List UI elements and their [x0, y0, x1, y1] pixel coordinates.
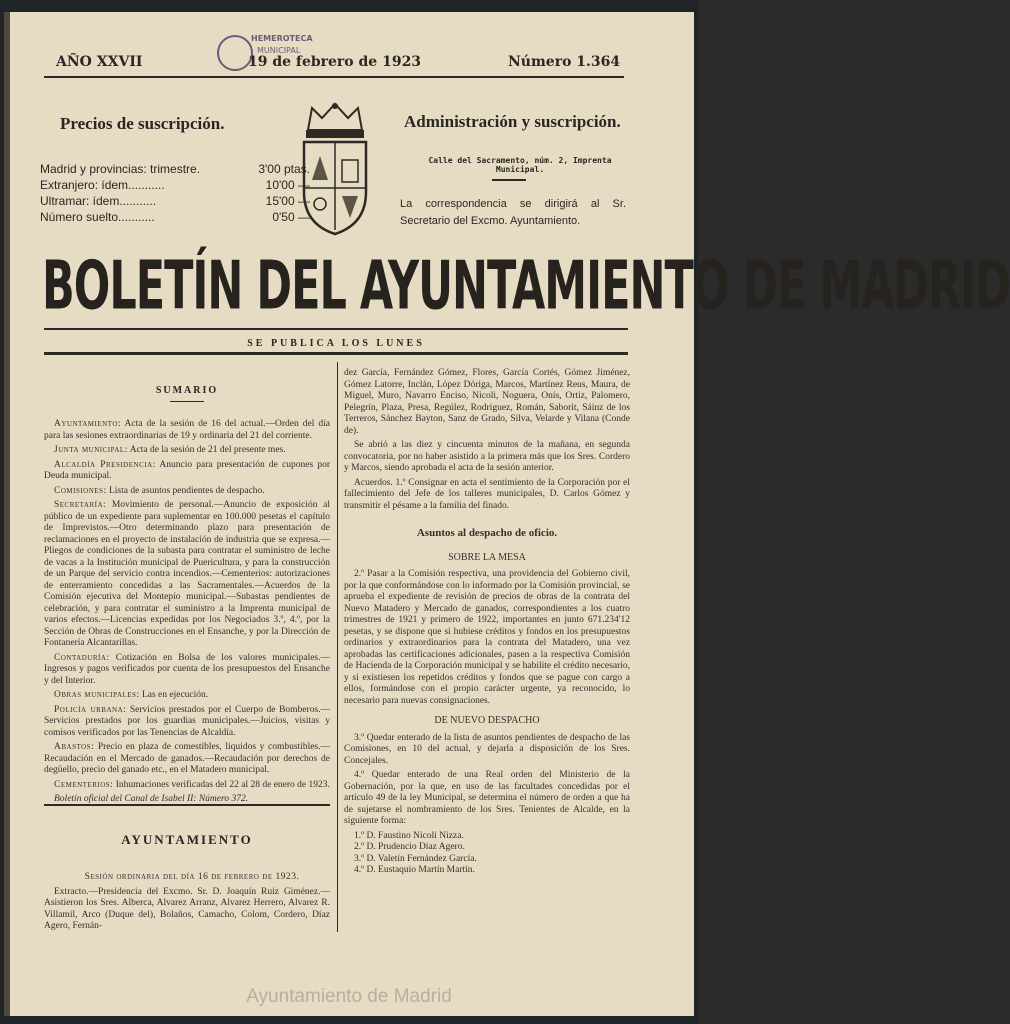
sumario-item: Secretaría: Movimiento de personal.—Anuncio de exposición al público de un expediente para suplementar en 100.000 pesetas el capítulo de Imprevistos.—Otro determinando plazo para presentación de reclamaciones en el proyecto de instalación de industria que se expresa.—Pliegos de condiciones de la subasta para contratar el suministro de leche de vacas a la Institución municipal de Puericultura, y para la construcción de un Parque del servicio contra incendios.—Cementerios: autorizaciones de enterramiento concedidas a las Sacramentales.—Acuerdos de la Comisión ejecutiva del Montepío municipal.—Subastas pendientes de celebración, y para contratar el suministro a la Imprenta municipal de varios efectos.—Licencias expedidas por los Negociados 3.º, 4.º, por la Sección de Obras de Construcciones en el Ensanche, y por la Dirección de Fontanería Alcantarillas.	[44, 500, 331, 648]
sumario-item: Abastos: Precio en plaza de comestibles, líquidos y combustibles.—Recaudación en el Mercado de ganados.—Recaudación por derechos de degüello, precio del ganado etc., en el Matadero municipal.	[44, 742, 331, 775]
stamp-line-1: HEMEROTECA	[251, 34, 313, 43]
admin-ornament	[492, 179, 526, 181]
price-value: 15'00 —	[265, 194, 310, 208]
deputy-mayor-list	[344, 831, 630, 877]
subscription-title: Precios de suscripción.	[60, 114, 225, 133]
section-subheading-nuevo: DE NUEVO DESPACHO	[434, 715, 540, 726]
sumario-item: Ayuntamiento: Acta de la sesión de 16 del actual.—Orden del día para las sesiones extraordinarias de 19 y ordinaria del 21 del corriente.	[44, 419, 330, 441]
canal-bulletin: Boletín oficial del Canal de Isabel II: Número 372.	[54, 794, 249, 804]
sumario-item: Policía urbana: Servicios prestados por el Cuerpo de Bomberos.—Servicios prestados por los guardias municipales.—Juicios, visitas y comisos verificados por las Tenencias de Alcaldía.	[44, 704, 331, 738]
year-label: AÑO XXVII	[56, 54, 143, 70]
sumario-item: Comisiones: Lista de asuntos pendientes de despacho.	[54, 485, 265, 496]
price-row	[40, 178, 310, 194]
sumario-heading: SUMARIO	[155, 385, 219, 396]
sumario-rule	[170, 401, 204, 402]
price-label: Extranjero: ídem...........	[40, 178, 165, 192]
session-opening: Se abrió a las diez y cincuenta minutos de la mañana, en segunda convocatoria, por no haber asistido a la primera más que los Sres. Cordero y Marcos, siendo aprobada el acta de la sesión anterior.	[344, 440, 630, 473]
masthead-rule-top	[44, 328, 628, 330]
price-row	[40, 194, 310, 210]
column-divider	[337, 362, 338, 932]
sumario-item: Alcaldía Presidencia: Anuncio para presentación de cupones por Deuda municipal.	[44, 459, 330, 481]
section-subheading-mesa: SOBRE LA MESA	[448, 551, 526, 563]
issue-date: 19 de febrero de 1923	[248, 54, 422, 70]
price-label: Ultramar: ídem...........	[40, 194, 157, 208]
session-extract: Extracto.—Presidencia del Excmo. Sr. D. Joaquín Ruiz Giménez.—Asistieron los Sres. Alberca, Alvarez Arranz, Alvarez Herrero, Alvarez R. Villamil, Arco (Duque del), Bolaños, Camacho, Colom, Cordero, Díaz Agero, Fernán-	[44, 886, 330, 931]
sumario-item: Contaduría: Cotización en Bolsa de los valores municipales.—Ingresos y pagos verificados por cuenta de los presupuestos del Ensanche y del Interior.	[44, 652, 331, 686]
price-row	[40, 210, 310, 226]
price-label: Madrid y provincias: trimestre.	[40, 162, 201, 176]
price-value: 0'50 —	[272, 210, 310, 224]
agreement-2: 2.º Pasar a la Comisión respectiva, una providencia del Gobierno civil, por la que conformándose con lo informado por la Comisión provincial, se aprueba el expediente de revisión de precios de obras de la contrata del Nuevo Matadero y Mercado de ganados, correspondientes a los cuatro trimestres de 1921 y primero de 1922, importantes en junto 671.234'12 pesetas, y se dispone que si hubiese créditos y fondos en los presupuestos ordinarios y extraordinarios para la contrata del Matadero, una vez aprobadas las certificaciones adicionales, pasen a la respectiva Comisión de Hacienda de la Corporación municipal y se habilite el crédito necesario, y si existiesen los repetidos créditos y fondos que se pague con cargo a ellos, formándose con el propio carácter urgente, ya reconocido, lo necesario para nuevas consignaciones.	[344, 569, 630, 706]
admin-note: La correspondencia se dirigirá al Sr. Secretario del Excmo. Ayuntamiento.	[400, 198, 626, 227]
top-rule	[44, 76, 624, 78]
list-item: 1.º D. Faustino Nicoli Nizza.	[354, 830, 464, 841]
sumario-item: Junta municipal: Acta de la sesión de 21 del presente mes.	[54, 445, 286, 455]
sumario-item: Cementerios: Inhumaciones verificadas del 22 al 28 de enero de 1923.	[54, 779, 330, 790]
price-value: 10'00 —	[265, 178, 310, 192]
list-item: 4.º D. Eustaquio Martín Martín.	[354, 865, 475, 875]
coat-of-arms-icon	[298, 100, 372, 238]
masthead-rule-bottom	[44, 352, 628, 355]
sumario-item: Obras municipales: Las en ejecución.	[54, 690, 209, 700]
list-item: 2.º D. Prudencio Díaz Agero.	[354, 842, 465, 852]
admin-title: Administración y suscripción.	[404, 112, 621, 131]
agreement-1: Acuerdos. 1.º Consignar en acta el sentimiento de la Corporación por el fallecimiento del Jefe de los talleres municipales, D. Carlos Gómez y transmitir el pésame a la familia del finado.	[344, 477, 630, 511]
sumario-end-rule	[44, 804, 330, 806]
publication-frequency: SE PUBLICA LOS LUNES	[247, 338, 425, 349]
admin-address: Calle del Sacramento, núm. 2, Imprenta Municipal.	[428, 156, 612, 174]
attendees-continued: dez García, Fernández Gómez, Flores, García Cortés, Gómez Jiménez, Gómez Latorre, Inclán, López Dóriga, Marcos, Martínez Reus, Maura, de Miguel, Muro, Navarro Enciso, Nicoli, Noguera, Onís, Ortiz, Palomero, Pelegrín, Plaza, Presa, Regúlez, Rodríguez, Román, Saborit, Sáinz de los Terreros, Sánchez Bayton, Sanz de Grado, Silva, Velarde y Vilana (Conde de).	[344, 368, 630, 436]
price-row	[40, 162, 310, 178]
price-list	[40, 162, 310, 226]
sumario-list	[44, 419, 330, 809]
list-item: 3.º D. Valetín Fernández García.	[354, 853, 477, 864]
right-column	[344, 368, 630, 877]
price-value: 3'00 ptas.	[258, 162, 310, 176]
stamp-line-2: MUNICIPAL	[257, 46, 301, 55]
section-heading-oficio: Asuntos al despacho de oficio.	[416, 527, 558, 539]
session-text	[44, 872, 330, 936]
agreement-4: 4.º Quedar enterado de una Real orden del Ministerio de la Gobernación, por la que, en uso de las facultades concedidas por el artículo 49 de la ley Municipal, se determina el número de orden a que ha de sujetarse el nombramiento de los Sres. Tenientes de Alcalde, en la siguiente forma:	[344, 770, 630, 826]
ayuntamiento-heading: AYUNTAMIENTO	[121, 832, 253, 847]
agreement-3: 3.º Quedar enterado de la lista de asuntos pendientes de despacho de las Comisiones, en 10 del actual, y dejarla a disposición de los Sres. Concejales.	[344, 732, 630, 766]
price-label: Número suelto...........	[40, 210, 155, 224]
watermark-footer: Ayuntamiento de Madrid	[246, 986, 452, 1007]
newspaper-title: BOLETÍN DEL AYUNTAMIENTO DE MADRID	[42, 248, 1010, 326]
issue-number: Número 1.364	[508, 54, 621, 70]
session-title: Sesión ordinaria del día 16 de febrero de 1923.	[84, 872, 300, 882]
